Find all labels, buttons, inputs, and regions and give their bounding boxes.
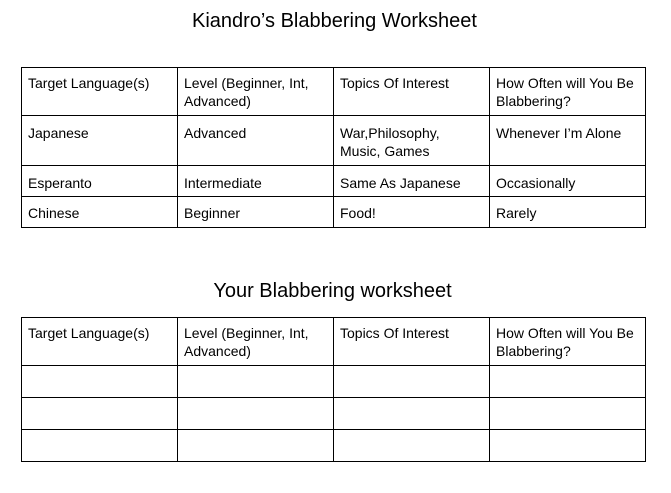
header-cell-target-language: Target Language(s) (22, 68, 178, 116)
worksheet-1-title: Kiandro’s Blabbering Worksheet (192, 10, 477, 32)
table-row (22, 116, 646, 166)
cell-language: Esperanto (22, 166, 178, 197)
empty-cell-level[interactable] (178, 430, 334, 462)
empty-cell-topics[interactable] (334, 398, 490, 430)
header-cell-frequency: How Often will You Be Blabbering? (490, 318, 646, 366)
kiandro-worksheet-table (21, 67, 646, 228)
table-row (22, 197, 646, 228)
empty-cell-language[interactable] (22, 430, 178, 462)
cell-language: Chinese (22, 197, 178, 228)
table-row (22, 166, 646, 197)
cell-frequency: Rarely (490, 197, 646, 228)
empty-cell-topics[interactable] (334, 366, 490, 398)
empty-cell-language[interactable] (22, 366, 178, 398)
cell-topics: Same As Japanese (334, 166, 490, 197)
cell-level: Advanced (178, 116, 334, 166)
empty-cell-topics[interactable] (334, 430, 490, 462)
header-cell-target-language: Target Language(s) (22, 318, 178, 366)
header-cell-topics: Topics Of Interest (334, 318, 490, 366)
cell-frequency: Occasionally (490, 166, 646, 197)
cell-language: Japanese (22, 116, 178, 166)
table-row (22, 430, 646, 462)
empty-cell-level[interactable] (178, 366, 334, 398)
cell-frequency: Whenever I’m Alone (490, 116, 646, 166)
worksheet-2-title: Your Blabbering worksheet (213, 280, 452, 302)
cell-level: Beginner (178, 197, 334, 228)
table-row (22, 366, 646, 398)
empty-cell-language[interactable] (22, 398, 178, 430)
table-row (22, 398, 646, 430)
header-cell-frequency: How Often will You Be Blabbering? (490, 68, 646, 116)
cell-topics: Food! (334, 197, 490, 228)
header-cell-level: Level (Beginner, Int, Advanced) (178, 318, 334, 366)
header-cell-topics: Topics Of Interest (334, 68, 490, 116)
empty-cell-frequency[interactable] (490, 430, 646, 462)
table-header-row (22, 68, 646, 116)
your-worksheet-table (21, 317, 646, 462)
cell-topics: War,Philosophy, Music, Games (334, 116, 490, 166)
cell-level: Intermediate (178, 166, 334, 197)
empty-cell-frequency[interactable] (490, 398, 646, 430)
header-cell-level: Level (Beginner, Int, Advanced) (178, 68, 334, 116)
table-header-row (22, 318, 646, 366)
empty-cell-frequency[interactable] (490, 366, 646, 398)
empty-cell-level[interactable] (178, 398, 334, 430)
